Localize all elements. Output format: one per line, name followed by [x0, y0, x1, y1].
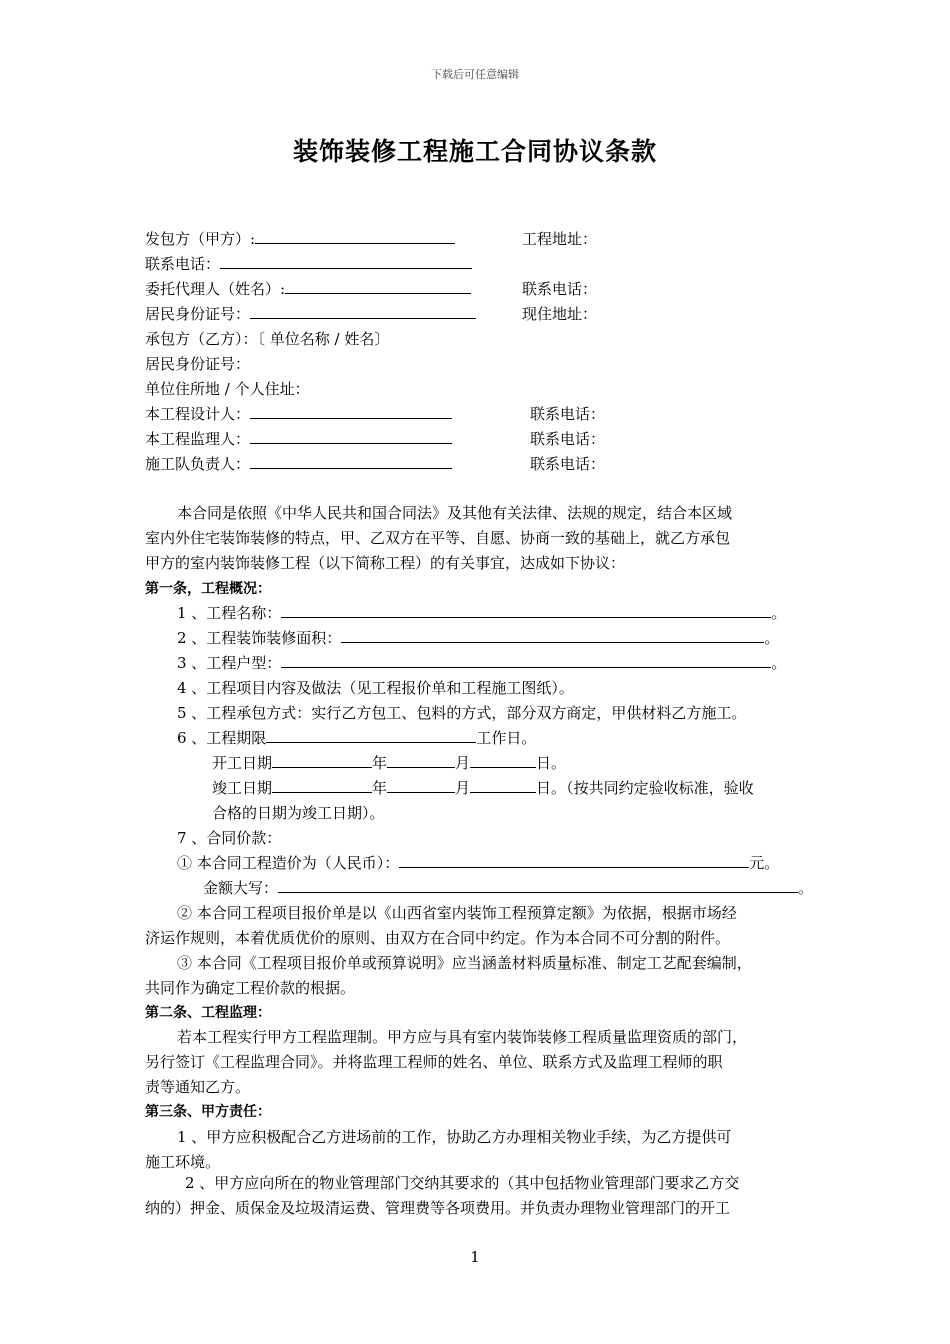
contractor-label: 承包方（乙方）：〔 单位名称 / 姓名〕 [145, 330, 390, 348]
blank [387, 777, 455, 793]
id-label-2: 居民身份证号： [145, 355, 251, 373]
header-note: 下载后可任意编辑 [431, 68, 519, 81]
blank [266, 727, 476, 743]
blank [272, 777, 372, 793]
phone-label-2: 联系电话： [522, 280, 598, 298]
blank [220, 253, 472, 269]
finish-date-line [212, 777, 754, 798]
page-title: 装饰装修工程施工合同协议条款 [292, 137, 657, 166]
crew-leader-line [145, 453, 452, 474]
phone-label-3: 联系电话： [530, 405, 606, 423]
item-4: 4 、工程项目内容及做法（见工程报价单和工程施工图纸）。 [177, 679, 574, 697]
phone-label-5: 联系电话： [530, 455, 606, 473]
art3-item-1: 1 、甲方应积极配合乙方进场前的工作，协助乙方办理相关物业手续，为乙方提供可 [177, 1128, 732, 1146]
intro-line-2: 室内外住宅装饰装修的特点，甲、乙双方在平等、自愿、协商一致的基础上，就乙方承包 [145, 529, 731, 547]
start-label: 开工日期 [212, 754, 273, 772]
id-label: 居民身份证号： [145, 305, 251, 323]
blank [250, 428, 452, 444]
art3-item-2b: 纳的）押金、质保金及垃圾清运费、管理费等各项费用。并负责办理物业管理部门的开工 [145, 1199, 731, 1217]
agent-label: 委托代理人（姓名）: [145, 280, 286, 298]
blank [281, 652, 771, 668]
art2-line-3: 责等通知乙方。 [145, 1078, 251, 1096]
area-label: 2 、工程装饰装修面积： [177, 629, 342, 647]
fabao-line [145, 228, 455, 249]
art3-item-1b: 施工环境。 [145, 1153, 221, 1171]
project-address-label: 工程地址： [522, 230, 598, 248]
p3-line-2: 共同作为确定工程价款的根据。 [145, 979, 356, 997]
day-label: 日。 [536, 779, 567, 797]
month-label: 月 [455, 779, 471, 797]
workdays-label: 工作日。 [476, 729, 537, 747]
page-number: 1 [470, 1248, 480, 1266]
current-address-label: 现住地址： [522, 305, 598, 323]
capital-amount-label: 金额大写： [203, 879, 279, 897]
period: 。 [771, 604, 787, 622]
finish-note-2: 合格的日期为竣工日期）。 [212, 804, 385, 822]
blank [250, 403, 452, 419]
blank [255, 228, 455, 244]
blank [281, 602, 771, 618]
price-line [177, 852, 779, 873]
p2-line-2: 济运作规则，本着优质优价的原则、由双方在合同中约定。作为本合同不可分割的附件。 [145, 929, 731, 947]
supervisor-label: 本工程监理人： [145, 430, 251, 448]
art3-item-2: 2 、甲方应向所在的物业管理部门交纳其要求的（其中包括物业管理部门要求乙方交 [185, 1174, 740, 1192]
phone-line-1 [145, 253, 472, 274]
supervisor-line [145, 428, 452, 449]
layout-line [177, 652, 786, 673]
year-label: 年 [372, 779, 388, 797]
day-label: 日。 [536, 754, 567, 772]
capital-amount-line [203, 877, 813, 898]
phone-label-4: 联系电话： [530, 430, 606, 448]
yuan-label: 元。 [749, 854, 780, 872]
period-line [177, 727, 536, 748]
art2-line-1: 若本工程实行甲方工程监理制。甲方应与具有室内装饰装修工程质量监理资质的部门， [177, 1028, 748, 1046]
agent-line [145, 278, 471, 299]
phone-label: 联系电话： [145, 255, 221, 273]
blank [272, 752, 372, 768]
period: 。 [771, 654, 787, 672]
blank [470, 752, 536, 768]
finish-note: （按共同约定验收标准，验收 [566, 779, 754, 797]
intro-line-3: 甲方的室内装饰装修工程（以下简称工程）的有关事宜，达成如下协议： [145, 554, 626, 572]
fabao-label: 发包方（甲方）: [145, 230, 256, 248]
id-line-1 [145, 303, 476, 324]
article-1-heading: 第一条，工程概况： [145, 581, 271, 597]
blank [341, 627, 764, 643]
article-3-heading: 第三条、甲方责任： [145, 1104, 271, 1120]
layout-label: 3 、工程户型： [177, 654, 282, 672]
blank [278, 877, 798, 893]
month-label: 月 [455, 754, 471, 772]
period: 。 [764, 629, 780, 647]
period-label: 6 、工程期限 [177, 729, 267, 747]
year-label: 年 [372, 754, 388, 772]
article-2-heading: 第二条、工程监理： [145, 1005, 271, 1021]
crew-leader-label: 施工队负责人： [145, 455, 251, 473]
blank [387, 752, 455, 768]
item-5: 5 、工程承包方式：实行乙方包工、包料的方式，部分双方商定，甲供材料乙方施工。 [177, 704, 747, 722]
intro-line-1: 本合同是依照《中华人民共和国合同法》及其他有关法律、法规的规定，结合本区域 [177, 504, 733, 522]
designer-line [145, 403, 452, 424]
blank [250, 303, 476, 319]
area-line [177, 627, 779, 648]
price-label: ① 本合同工程造价为（人民币）： [177, 854, 400, 872]
period: 。 [798, 879, 814, 897]
project-name-label: 1 、工程名称： [177, 604, 282, 622]
art2-line-2: 另行签订《工程监理合同》。并将监理工程师的姓名、单位、联系方式及监理工程师的职 [145, 1053, 723, 1071]
item-7: 7 、合同价款： [177, 829, 282, 847]
designer-label: 本工程设计人： [145, 405, 251, 423]
blank [399, 852, 749, 868]
blank [285, 278, 471, 294]
blank [470, 777, 536, 793]
project-name-line [177, 602, 786, 623]
p3-line-1: ③ 本合同《工程项目报价单或预算说明》应当涵盖材料质量标准、制定工艺配套编制， [177, 954, 752, 972]
blank [250, 453, 452, 469]
unit-address-label: 单位住所地 / 个人住址： [145, 380, 310, 398]
finish-label: 竣工日期 [212, 779, 273, 797]
start-date-line [212, 752, 566, 773]
p2-line-1: ② 本合同工程项目报价单是以《山西省室内装饰工程预算定额》为依据，根据市场经 [177, 904, 737, 922]
